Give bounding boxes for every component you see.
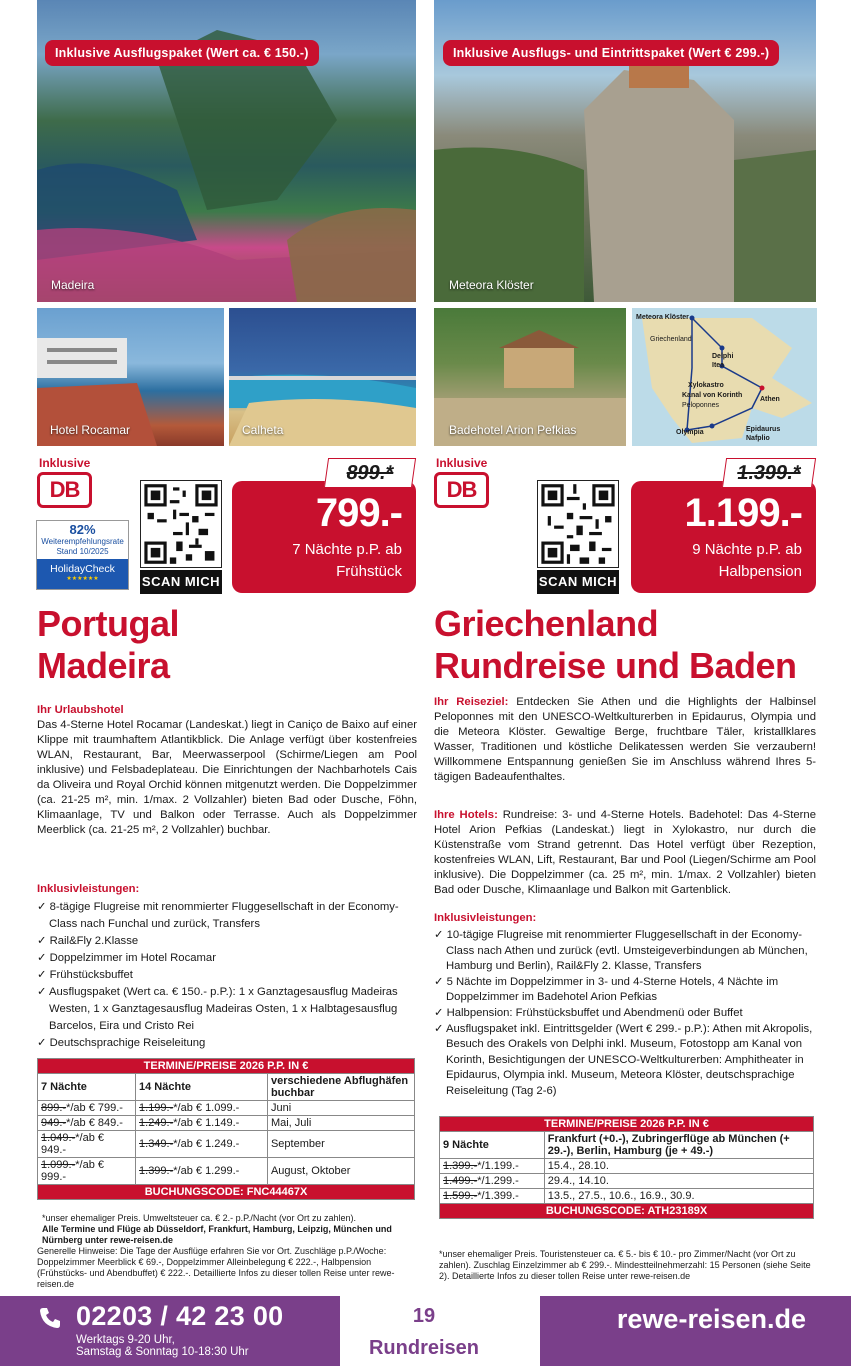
table-cell: 1.349.-*/ab € 1.249.- bbox=[136, 1131, 268, 1158]
left-leistung-item: ✓ Rail&Fly 2.Klasse bbox=[37, 935, 139, 947]
left-price-table bbox=[37, 1058, 415, 1200]
right-leistung-item: ✓ Ausflugspaket inkl. Eintrittsgelder (Wert € 299.- p.P.): Athen mit Akropolis, Besuch des Orakels von Delphi inkl. Museum, Fotostopp am Kanal von Korinth, Besichtigungen der UNESCO-Weltkulturerben: Amphitheater in Epidaurus, Olympia inkl. Museum, Meteora Klöster, deutschsprachige Reiseleitung (Tag 2-6) bbox=[434, 1022, 813, 1097]
right-hotels bbox=[434, 808, 816, 898]
right-price-table bbox=[439, 1116, 814, 1219]
holidaycheck-line2: Stand 10/2025 bbox=[56, 547, 109, 556]
table-cell: 1.249.-*/ab € 1.149.- bbox=[136, 1116, 268, 1131]
greece-route-map bbox=[632, 308, 817, 446]
phone-icon bbox=[38, 1306, 62, 1330]
left-scan-label: SCAN MICH bbox=[140, 570, 222, 594]
left-old-price: 899.* bbox=[324, 458, 416, 488]
map-label: Olympia bbox=[676, 429, 704, 436]
footer-page-info bbox=[340, 1296, 508, 1366]
left-hotel-heading: Ihr Urlaubshotel bbox=[37, 704, 124, 716]
table-cell: 29.4., 14.10. bbox=[544, 1174, 813, 1189]
right-booking-code: BUCHUNGSCODE: ATH23189X bbox=[440, 1204, 814, 1219]
map-label: Xylokastro bbox=[688, 382, 724, 389]
left-leistung-item: ✓ 8-tägige Flugreise mit renommierter Fluggesellschaft in der Economy-Class nach Funchal und zurück, Transfers bbox=[37, 901, 399, 930]
table-cell: Mai, Juli bbox=[267, 1116, 414, 1131]
right-title-2: Rundreise und Baden bbox=[434, 645, 797, 686]
map-label: Meteora Klöster bbox=[636, 314, 689, 321]
table-cell: 1.599.-*/1.399.- bbox=[440, 1189, 545, 1204]
madeira-caption: Madeira bbox=[51, 278, 95, 292]
right-offer-badge: Inklusive Ausflugs- und Eintrittspaket (Wert € 299.-) bbox=[443, 40, 779, 66]
table-cell: 1.099.-*/ab € 999.- bbox=[38, 1158, 136, 1185]
right-table-title: TERMINE/PREISE 2026 P.P. IN € bbox=[440, 1117, 814, 1132]
map-label: Athen bbox=[760, 396, 780, 403]
left-table-header: 14 Nächte bbox=[136, 1074, 268, 1101]
calheta-caption: Calheta bbox=[242, 423, 284, 437]
table-cell: 1.499.-*/1.299.- bbox=[440, 1174, 545, 1189]
right-price-box bbox=[631, 481, 816, 593]
left-price-info-1: 7 Nächte p.P. ab bbox=[292, 541, 402, 558]
left-booking-code: BUCHUNGSCODE: FNC44467X bbox=[38, 1185, 415, 1200]
map-label: Nafplio bbox=[746, 435, 770, 442]
holidaycheck-brand: HolidayCheck bbox=[50, 563, 115, 575]
right-price: 1.199.- bbox=[684, 491, 802, 535]
left-footnote-3: Generelle Hinweise: Die Tage der Ausflüge erfahren Sie vor Ort. Zuschläge p.P./Woche: Doppelzimmer Meerblick € 69.-, Doppelzimmer Alleinbelegung € 222.-, Halbpension (Frühstücks- und Abendbuffet) € 222.-. Detaillierte Infos zu dieser tollen Reise unter rewe-reisen.de bbox=[37, 1246, 395, 1289]
left-leistung-item: ✓ Ausflugspaket (Wert ca. € 150.- p.P.): 1 x Ganztagesausflug Madeiras Westen, 1 x Ganztagesausflug Madeiras Osten, 1 x Halbtagesausflug Barcelos, Eira und Cristo Rei bbox=[37, 986, 398, 1032]
map-label: Griechenland bbox=[650, 336, 692, 343]
right-reiseziel bbox=[434, 695, 816, 785]
meteora-caption: Meteora Klöster bbox=[449, 278, 534, 292]
map-label: Kanal von Korinth bbox=[682, 392, 743, 399]
table-cell: 949.-*/ab € 849.- bbox=[38, 1116, 136, 1131]
holidaycheck-percent: 82% bbox=[69, 522, 96, 537]
map-label: Epidaurus bbox=[746, 426, 781, 433]
left-footnote-1: *unser ehemaliger Preis. Umweltsteuer ca. € 2.- p.P./Nacht (vor Ort zu zahlen). bbox=[42, 1213, 356, 1223]
left-leistung-item: ✓ Deutschsprachige Reiseleitung bbox=[37, 1037, 206, 1049]
right-leistung-item: ✓ Halbpension: Frühstücksbuffet und Abendmenü oder Buffet bbox=[434, 1006, 743, 1019]
table-cell: Juni bbox=[267, 1101, 414, 1116]
right-reiseziel-heading: Ihr Reiseziel: bbox=[434, 696, 509, 708]
footer-phone[interactable]: 02203 / 42 23 00 bbox=[76, 1301, 284, 1331]
table-cell: 1.049.-*/ab € 949.- bbox=[38, 1131, 136, 1158]
left-offer-badge: Inklusive Ausflugspaket (Wert ca. € 150.-) bbox=[45, 40, 319, 66]
right-leistungen-heading: Inklusivleistungen: bbox=[434, 912, 537, 924]
right-leistung-item: ✓ 10-tägige Flugreise mit renommierter Fluggesellschaft in der Economy-Class nach Athen und zurück (evtl. Umsteigeverbindungen ab München, Hamburg und Berlin), Rail&Fly 2. Klasse, Transfers bbox=[434, 929, 808, 973]
website-link[interactable]: rewe-reisen.de bbox=[616, 1304, 806, 1334]
table-cell: August, Oktober bbox=[267, 1158, 414, 1185]
holidaycheck-stars: ★★★★★★ bbox=[66, 576, 99, 582]
right-footnote: *unser ehemaliger Preis. Touristensteuer ca. € 5.- bis € 10.- pro Zimmer/Nacht (vor Ort zu zahlen). Zuschlag Einzelzimmer ab € 299.-. Mindestteilnehmerzahl: 15 Personen (siehe Seite 2). Detaillierte Infos zu dieser tollen Reise unter rewe-reisen.de bbox=[439, 1249, 811, 1281]
left-leistung-item: ✓ Frühstücksbuffet bbox=[37, 969, 133, 981]
db-logo: DB bbox=[37, 472, 92, 508]
left-leistung-item: ✓ Doppelzimmer im Hotel Rocamar bbox=[37, 952, 216, 964]
right-price-info-1: 9 Nächte p.P. ab bbox=[692, 541, 802, 558]
left-hotel-text: Das 4-Sterne Hotel Rocamar (Landeskat.) liegt in Caniço de Baixo auf einer Klippe mit traumhaftem Atlantikblick. Die Anlage verfügt über kostenfreies WLAN, Restaurant, Bar, Meerwasserpool (Schirme/Liegen am Pool inklusive) und Felsbadeplateau. Die Einrichtungen der Nachbarhotels Cais da Oliveira und Royal Orchid können mitgenutzt werden. Die Doppelzimmer (ca. 21-25 m², min. 1/max. 2 Vollzahler) bieten Bad oder Dusche, Föhn, Klimaanlage, TV und Balkon oder Terrasse. Auch als Doppelzimmer Meerblick (ca. 21-25 m², 2 Vollzahler) buchbar. bbox=[37, 719, 417, 836]
left-leistungen-list bbox=[37, 899, 417, 1052]
left-leistungen-heading: Inklusivleistungen: bbox=[37, 883, 140, 895]
right-scan-label: SCAN MICH bbox=[537, 570, 619, 594]
table-cell: 1.199.-*/ab € 1.099.- bbox=[136, 1101, 268, 1116]
hotel-rocamar-caption: Hotel Rocamar bbox=[50, 423, 131, 437]
right-leistungen-list bbox=[434, 928, 816, 1100]
left-inklusive-label: Inklusive bbox=[39, 456, 91, 470]
db-logo: DB bbox=[434, 472, 489, 508]
table-cell: 15.4., 28.10. bbox=[544, 1159, 813, 1174]
map-label: Itea bbox=[712, 362, 725, 369]
left-price: 799.- bbox=[315, 491, 402, 535]
footer-website bbox=[540, 1296, 851, 1366]
left-table-header: 7 Nächte bbox=[38, 1074, 136, 1101]
holidaycheck-line1: Weiterempfehlungsrate bbox=[41, 537, 124, 546]
map-label: Delphi bbox=[712, 353, 734, 360]
right-inklusive-label: Inklusive bbox=[436, 456, 488, 470]
table-cell: 1.399.-*/1.199.- bbox=[440, 1159, 545, 1174]
right-qr-code[interactable] bbox=[537, 480, 619, 568]
page-number: 19 bbox=[412, 1305, 436, 1327]
table-cell: 1.399.-*/ab € 1.299.- bbox=[136, 1158, 268, 1185]
left-table-title: TERMINE/PREISE 2026 P.P. IN € bbox=[38, 1059, 415, 1074]
table-cell: 899.-*/ab € 799.- bbox=[38, 1101, 136, 1116]
left-title-1: Portugal bbox=[37, 603, 180, 644]
left-qr-code[interactable] bbox=[140, 480, 222, 568]
right-hotels-text: Rundreise: 3- und 4-Sterne Hotels. Badehotel: Das 4-Sterne Hotel Arion Pefkias (Landeskat.) liegt in Xylokastro, nur durch die Küstenstraße vom Strand getrennt. Das Hotel verfügt über Rezeption, kostenfreies WLAN, Lift, Restaurant, Bar und Pool (Liegen/Schirme am Pool inklusive). Die Doppelzimmer (ca. 25 m², min. 1/max. 2 Vollzahler) bieten Bad oder Dusche, Klimaanlage und Balkon mit Gartenblick. bbox=[434, 809, 816, 896]
badehotel-caption: Badehotel Arion Pefkias bbox=[449, 423, 577, 437]
holidaycheck-badge bbox=[36, 520, 129, 590]
right-reiseziel-text: Entdecken Sie Athen und die Highlights der Halbinsel Peloponnes mit den UNESCO-Weltkulturerben in Epidaurus, Olympia und die Meteora Klöster. Gewaltige Berge, fruchtbare Täler, kristallklares Wasser, Traditionen und köstliche Delikatessen werden Sie verzaubern! Willkommene Entspannung genießen Sie im Anschluss während Ihres 5-tägigen Badeaufenthaltes. bbox=[434, 696, 817, 783]
left-price-info-2: Frühstück bbox=[336, 563, 402, 580]
right-leistung-item: ✓ 5 Nächte im Doppelzimmer in 3- und 4-Sterne Hotels, 4 Nächte im Doppelzimmer im Badehotel Arion Pefkias bbox=[434, 975, 779, 1004]
footer-contact bbox=[0, 1296, 340, 1366]
right-table-header: Frankfurt (+0.-), Zubringerflüge ab München (+ 29.-), Berlin, Hamburg (je + 49.-) bbox=[544, 1132, 813, 1159]
map-label: Peloponnes bbox=[682, 402, 719, 409]
right-old-price: 1.399.* bbox=[722, 458, 816, 488]
footer-hours-1: Werktags 9-20 Uhr, bbox=[76, 1334, 175, 1346]
left-footnote-2: Alle Termine und Flüge ab Düsseldorf, Frankfurt, Hamburg, Leipzig, München und Nürnberg unter rewe-reisen.de bbox=[42, 1224, 392, 1245]
right-title-1: Griechenland bbox=[434, 603, 659, 644]
left-title-2: Madeira bbox=[37, 645, 170, 686]
right-table-header: 9 Nächte bbox=[440, 1132, 545, 1159]
left-price-box bbox=[232, 481, 416, 593]
page-footer bbox=[0, 1296, 851, 1366]
footer-hours-2: Samstag & Sonntag 10-18:30 Uhr bbox=[76, 1346, 249, 1358]
right-price-info-2: Halbpension bbox=[718, 563, 802, 580]
section-name: Rundreisen bbox=[368, 1337, 480, 1359]
table-cell: September bbox=[267, 1131, 414, 1158]
table-cell: 13.5., 27.5., 10.6., 16.9., 30.9. bbox=[544, 1189, 813, 1204]
left-table-header: verschiedene Abflughäfen buchbar bbox=[267, 1074, 414, 1101]
right-hotels-heading: Ihre Hotels: bbox=[434, 809, 498, 821]
